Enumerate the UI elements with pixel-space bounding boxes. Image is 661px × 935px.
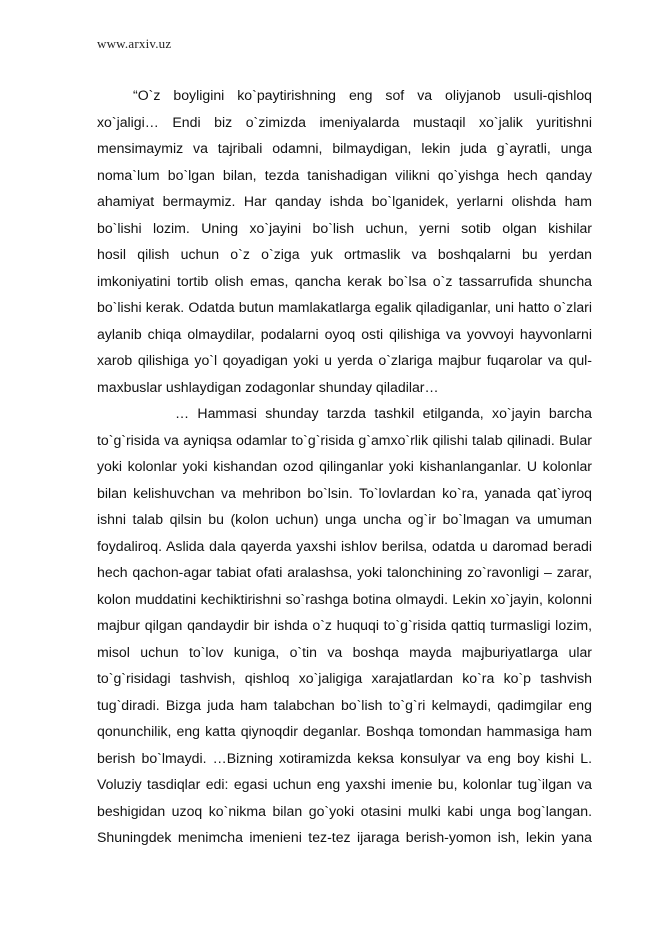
text-line: foydaliroq. Aslida dala qayerda yaxshi ishlov berilsa, odatda u daromad beradi <box>97 537 592 554</box>
text-line: Voluziy tasdiqlar edi: egasi uchun eng yaxshi imenie bu, kolonlar tug`ilgan va <box>97 776 592 792</box>
text-line: xo`jaligi… Endi biz o`zimizda imeniyalarda mustaqil xo`jalik yuritishni <box>97 113 592 130</box>
text-line: to`g`risida va ayniqsa odamlar to`g`risida g`amxo`rlik qilishi talab qilinadi. Bular <box>97 431 592 448</box>
text-line: aylanib chiqa olmaydilar, podalarni oyoq osti qilishiga va yovvoyi hayvonlarni <box>97 325 592 342</box>
text-line: qonunchilik, eng katta qiynoqdir deganlar. Boshqa tomondan hammasiga ham <box>97 723 592 739</box>
text-line: bo`lishi kerak. Odatda butun mamlakatlarga egalik qiladiganlar, uni hatto o`zlari <box>97 299 592 315</box>
text-line: berish bo`lmaydi. …Bizning xotiramizda keksa konsulyar va eng boy kishi L. <box>97 749 592 766</box>
text-line: ishni talab qilsin bu (kolon uchun) unga uncha og`ir bo`lmagan va umuman <box>97 511 592 527</box>
text-line: … Hammasi shunday tarzda tashkil etilganda, xo`jayin barcha <box>175 405 592 421</box>
text-line: bilan kelishuvchan va mehribon bo`lsin. To`lovlardan ko`ra, yanada qat`iyroq <box>97 484 592 501</box>
text-line: hosil qilish uchun o`z o`ziga yuk ortmaslik va boshqalarni bu yerdan <box>97 246 592 262</box>
text-line: yoki kolonlar yoki kishandan ozod qilinganlar yoki kishanlanganlar. U kolonlar <box>97 458 592 474</box>
text-line: hech qachon-agar tabiat ofati aralashsa, yoki talonchining zo`ravonligi – zarar, <box>97 564 592 580</box>
site-url: www.arxiv.uz <box>97 36 172 51</box>
text-line: tug`diradi. Bizga juda ham talabchan bo`lish to`g`ri kelmaydi, qadimgilar eng <box>97 696 592 713</box>
text-line: misol uchun to`lov kuniga, o`tin va boshqa mayda majburiyatlarga ular <box>97 643 592 660</box>
text-line: bo`lishi lozim. Uning xo`jayini bo`lish uchun, yerni sotib olgan kishilar <box>97 219 592 236</box>
text-line: mensimaymiz va tajribali odamni, bilmaydigan, lekin juda g`ayratli, unga <box>97 140 592 156</box>
text-line: majbur qilgan qandaydir bir ishda o`z huquqi to`g`risida qattiq turmasligi lozim, <box>97 617 592 633</box>
text-line: Shuningdek menimcha imenieni tez-tez ijaraga berish-yomon ish, lekin yana <box>97 829 592 845</box>
text-line: to`g`risidagi tashvish, qishloq xo`jaligiga xarajatlardan ko`ra ko`p tashvish <box>97 670 592 686</box>
body-text <box>97 82 592 851</box>
text-line: noma`lum bo`lgan bilan, tezda tanishadigan vilikni qo`yishga hech qanday <box>97 166 592 183</box>
text-line: imkoniyatini tortib olish emas, qancha kerak bo`lsa o`z tassarrufida shuncha <box>97 272 592 289</box>
text-line: kolon muddatini kechiktirishni so`rashga botina olmaydi. Lekin xo`jayin, kolonni <box>97 590 592 607</box>
text-line: xarob qilishiga yo`l qoyadigan yoki u yerda o`zlariga majbur fuqarolar va qul- <box>97 352 592 368</box>
text-line: maxbuslar ushlaydigan zodagonlar shunday qiladilar… <box>97 378 439 395</box>
text-line: ahamiyat bermaymiz. Har qanday ishda bo`lganidek, yerlarni olishda ham <box>97 193 592 209</box>
text-line: beshigidan uzoq ko`nikma bilan go`yoki otasini mulki kabi unga bog`langan. <box>97 802 592 819</box>
text-line: “O`z boyligini ko`paytirishning eng sof va oliyjanob usuli-qishloq <box>133 87 592 103</box>
